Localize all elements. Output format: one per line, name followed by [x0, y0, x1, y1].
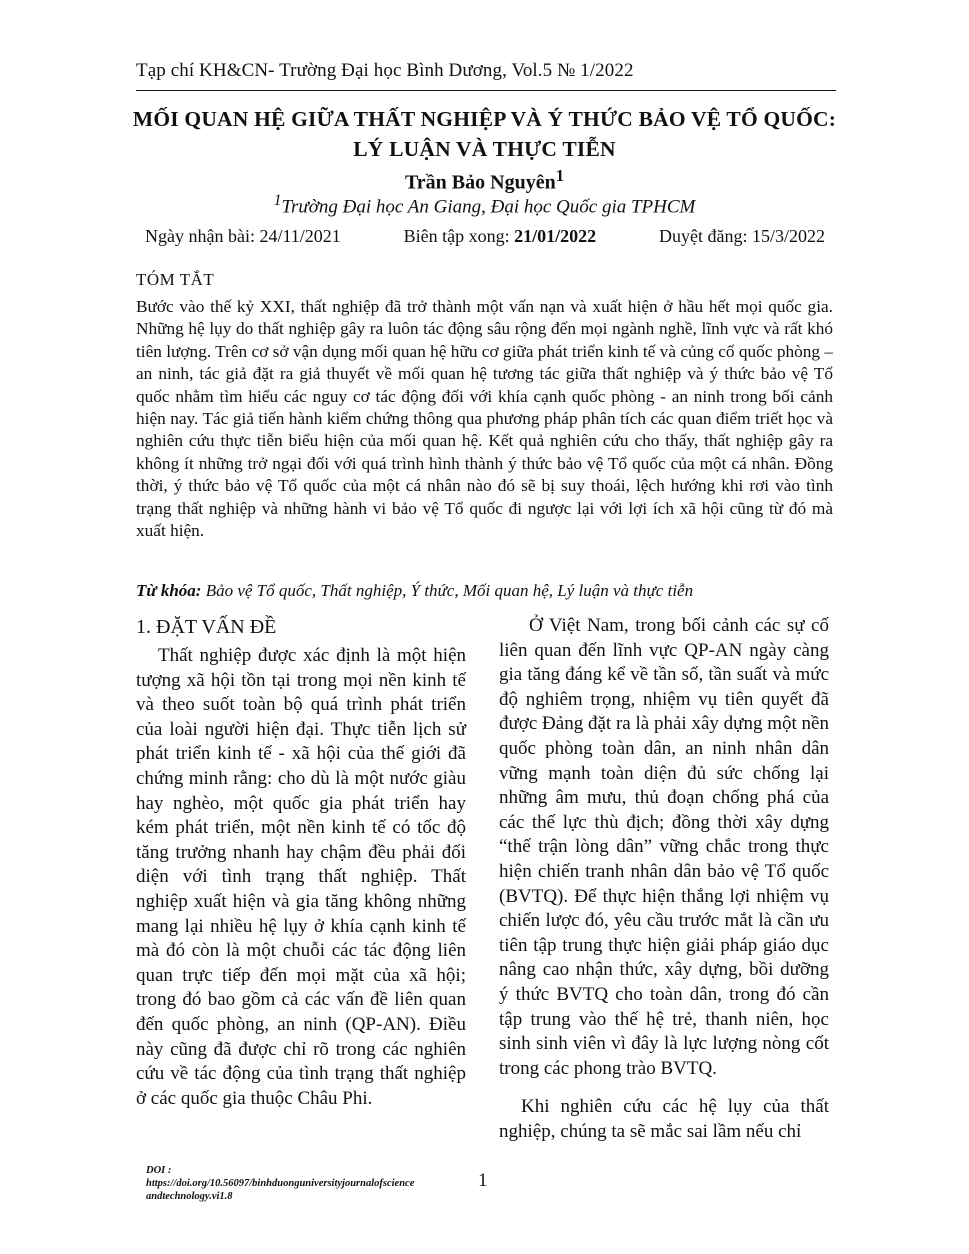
author-line: [0, 166, 969, 195]
keywords-label: Từ khóa:: [136, 581, 202, 600]
body-paragraph: Ở Việt Nam, trong bối cảnh các sự cố liên quan đến lĩnh vực QP-AN ngày càng gia tăng đáng kể về tần số, tần suất và mức độ nghiêm trọng, nhiệm vụ tiên quyết đã được Đảng đặt ra là phải xây dựng một nền quốc phòng toàn dân, an ninh nhân dân vững mạnh toàn diện đủ sức chống lại những âm mưu, thủ đoạn chống phá của các thế lực thù địch; đồng thời xây dựng “thế trận lòng dân” vững chắc trong thực hiện chiến tranh nhân dân bảo vệ Tổ quốc (BVTQ). Để thực hiện thắng lợi nhiệm vụ chiến lược đó, yêu cầu trước mắt là cần ưu tiên tập trung thực hiện giải pháp giáo dục nâng cao nhận thức, xây dựng, bồi dưỡng ý thức BVTQ cho toàn dân, trong đó cần tập trung vào thế hệ trẻ, thanh niên, học sinh sinh viên vì đây là lực lượng nòng cốt trong các phong trào BVTQ.: [499, 615, 829, 1079]
doi-link[interactable]: https://doi.org/10.56097/binhduonguniversityjournalofscience andtechnology.vi1.8: [146, 1178, 415, 1202]
body-paragraph: Thất nghiệp được xác định là một hiện tượng xã hội tồn tại trong mọi nền kinh tế và theo suốt toàn bộ quá trình phát triển của loài người hiện đại. Thực tiễn lịch sử phát triển kinh tế - xã hội của thế giới đã chứng minh rằng: cho dù là một nước giàu hay nghèo, một quốc gia phát triển hay kém phát triển, một nền kinh tế có tốc độ tăng trưởng nhanh hay chậm đều phải đối diện với tình trạng thất nghiệp. Thất nghiệp xuất hiện và gia tăng không những mang lại nhiều hệ lụy ở khía cạnh kinh tế mà đó còn là một chuỗi các tác động liên quan trực tiếp đến mọi mặt của xã hội; trong đó bao gồm cả các vấn đề liên quan đến quốc phòng, an ninh (QP-AN). Điều này cũng đã được chỉ rõ trong các nghiên cứu về tác động của tình trạng thất nghiệp ở các quốc gia thuộc Châu Phi.: [136, 645, 466, 1109]
page-number: 1: [478, 1170, 488, 1191]
author-superscript: 1: [555, 166, 565, 185]
keywords-line: [136, 581, 833, 601]
affiliation-text: Trường Đại học An Giang, Đại học Quốc gia TPHCM: [281, 196, 696, 218]
affiliation-superscript: 1: [273, 192, 282, 209]
dates-line: [145, 226, 825, 247]
edited-label: Biên tập xong:: [403, 226, 510, 246]
abstract-text: Bước vào thế kỷ XXI, thất nghiệp đã trở thành một vấn nạn và xuất hiện ở hầu hết mọi quốc gia. Những hệ lụy do thất nghiệp gây ra luôn tác động sâu rộng đến mọi ngành nghề, lĩnh vực và rất khó tiên lượng. Trên cơ sở vận dụng mối quan hệ hữu cơ giữa phát triển kinh tế và củng cố quốc phòng – an ninh, tác giả đặt ra giả thuyết về mối quan hệ tương tác giữa thất nghiệp và ý thức bảo vệ Tổ quốc nhằm tìm hiểu các nguy cơ tác động đối với khía cạnh quốc phòng - an ninh trong bối cảnh hiện nay. Tác giả tiến hành kiểm chứng thông qua phương pháp phân tích các quan điểm triết học và nghiên cứu thực tiễn biểu hiện của mối quan hệ. Kết quả nghiên cứu cho thấy, thất nghiệp gây ra không ít những trở ngại đối với quá trình hình thành ý thức bảo vệ Tổ quốc của một cá nhân. Đồng thời, ý thức bảo vệ Tổ quốc của một cá nhân nào đó sẽ bị suy thoái, lệch hướng khi rơi vào tình trạng thất nghiệp và những hành vi bảo vệ Tổ quốc đi ngược lại với lợi ích xã hội cũng từ đó mà xuất hiện.: [136, 297, 833, 541]
doi-label: DOI :: [146, 1165, 172, 1176]
accepted-date: Duyệt đăng: 15/3/2022: [659, 226, 825, 246]
received-date: Ngày nhận bài: 24/11/2021: [145, 226, 341, 246]
affiliation-line: [0, 192, 969, 218]
doi-footnote: [146, 1164, 446, 1203]
keywords-values: Bảo vệ Tổ quốc, Thất nghiệp, Ý thức, Mối quan hệ, Lý luận và thực tiễn: [205, 581, 694, 600]
author-name: Trần Bảo Nguyên: [404, 171, 556, 194]
header-divider: [136, 90, 836, 91]
abstract-heading: TÓM TẮT: [136, 270, 215, 289]
body-paragraph: Khi nghiên cứu các hệ lụy của thất nghiệp, chúng ta sẽ mắc sai lầm nếu chỉ: [499, 1096, 829, 1142]
edited-value: 21/01/2022: [514, 226, 597, 246]
section-heading: 1. ĐẶT VẤN ĐỀ: [136, 616, 277, 638]
right-column: [499, 614, 829, 1144]
paper-title: MỐI QUAN HỆ GIỮA THẤT NGHIỆP VÀ Ý THỨC BẢO VỆ TỔ QUỐC: LÝ LUẬN VÀ THỰC TIỄN: [132, 107, 837, 161]
journal-header: Tạp chí KH&CN- Trường Đại học Bình Dương, Vol.5 № 1/2022: [136, 60, 634, 81]
left-column: [136, 614, 466, 1111]
edited-date: [404, 226, 597, 247]
